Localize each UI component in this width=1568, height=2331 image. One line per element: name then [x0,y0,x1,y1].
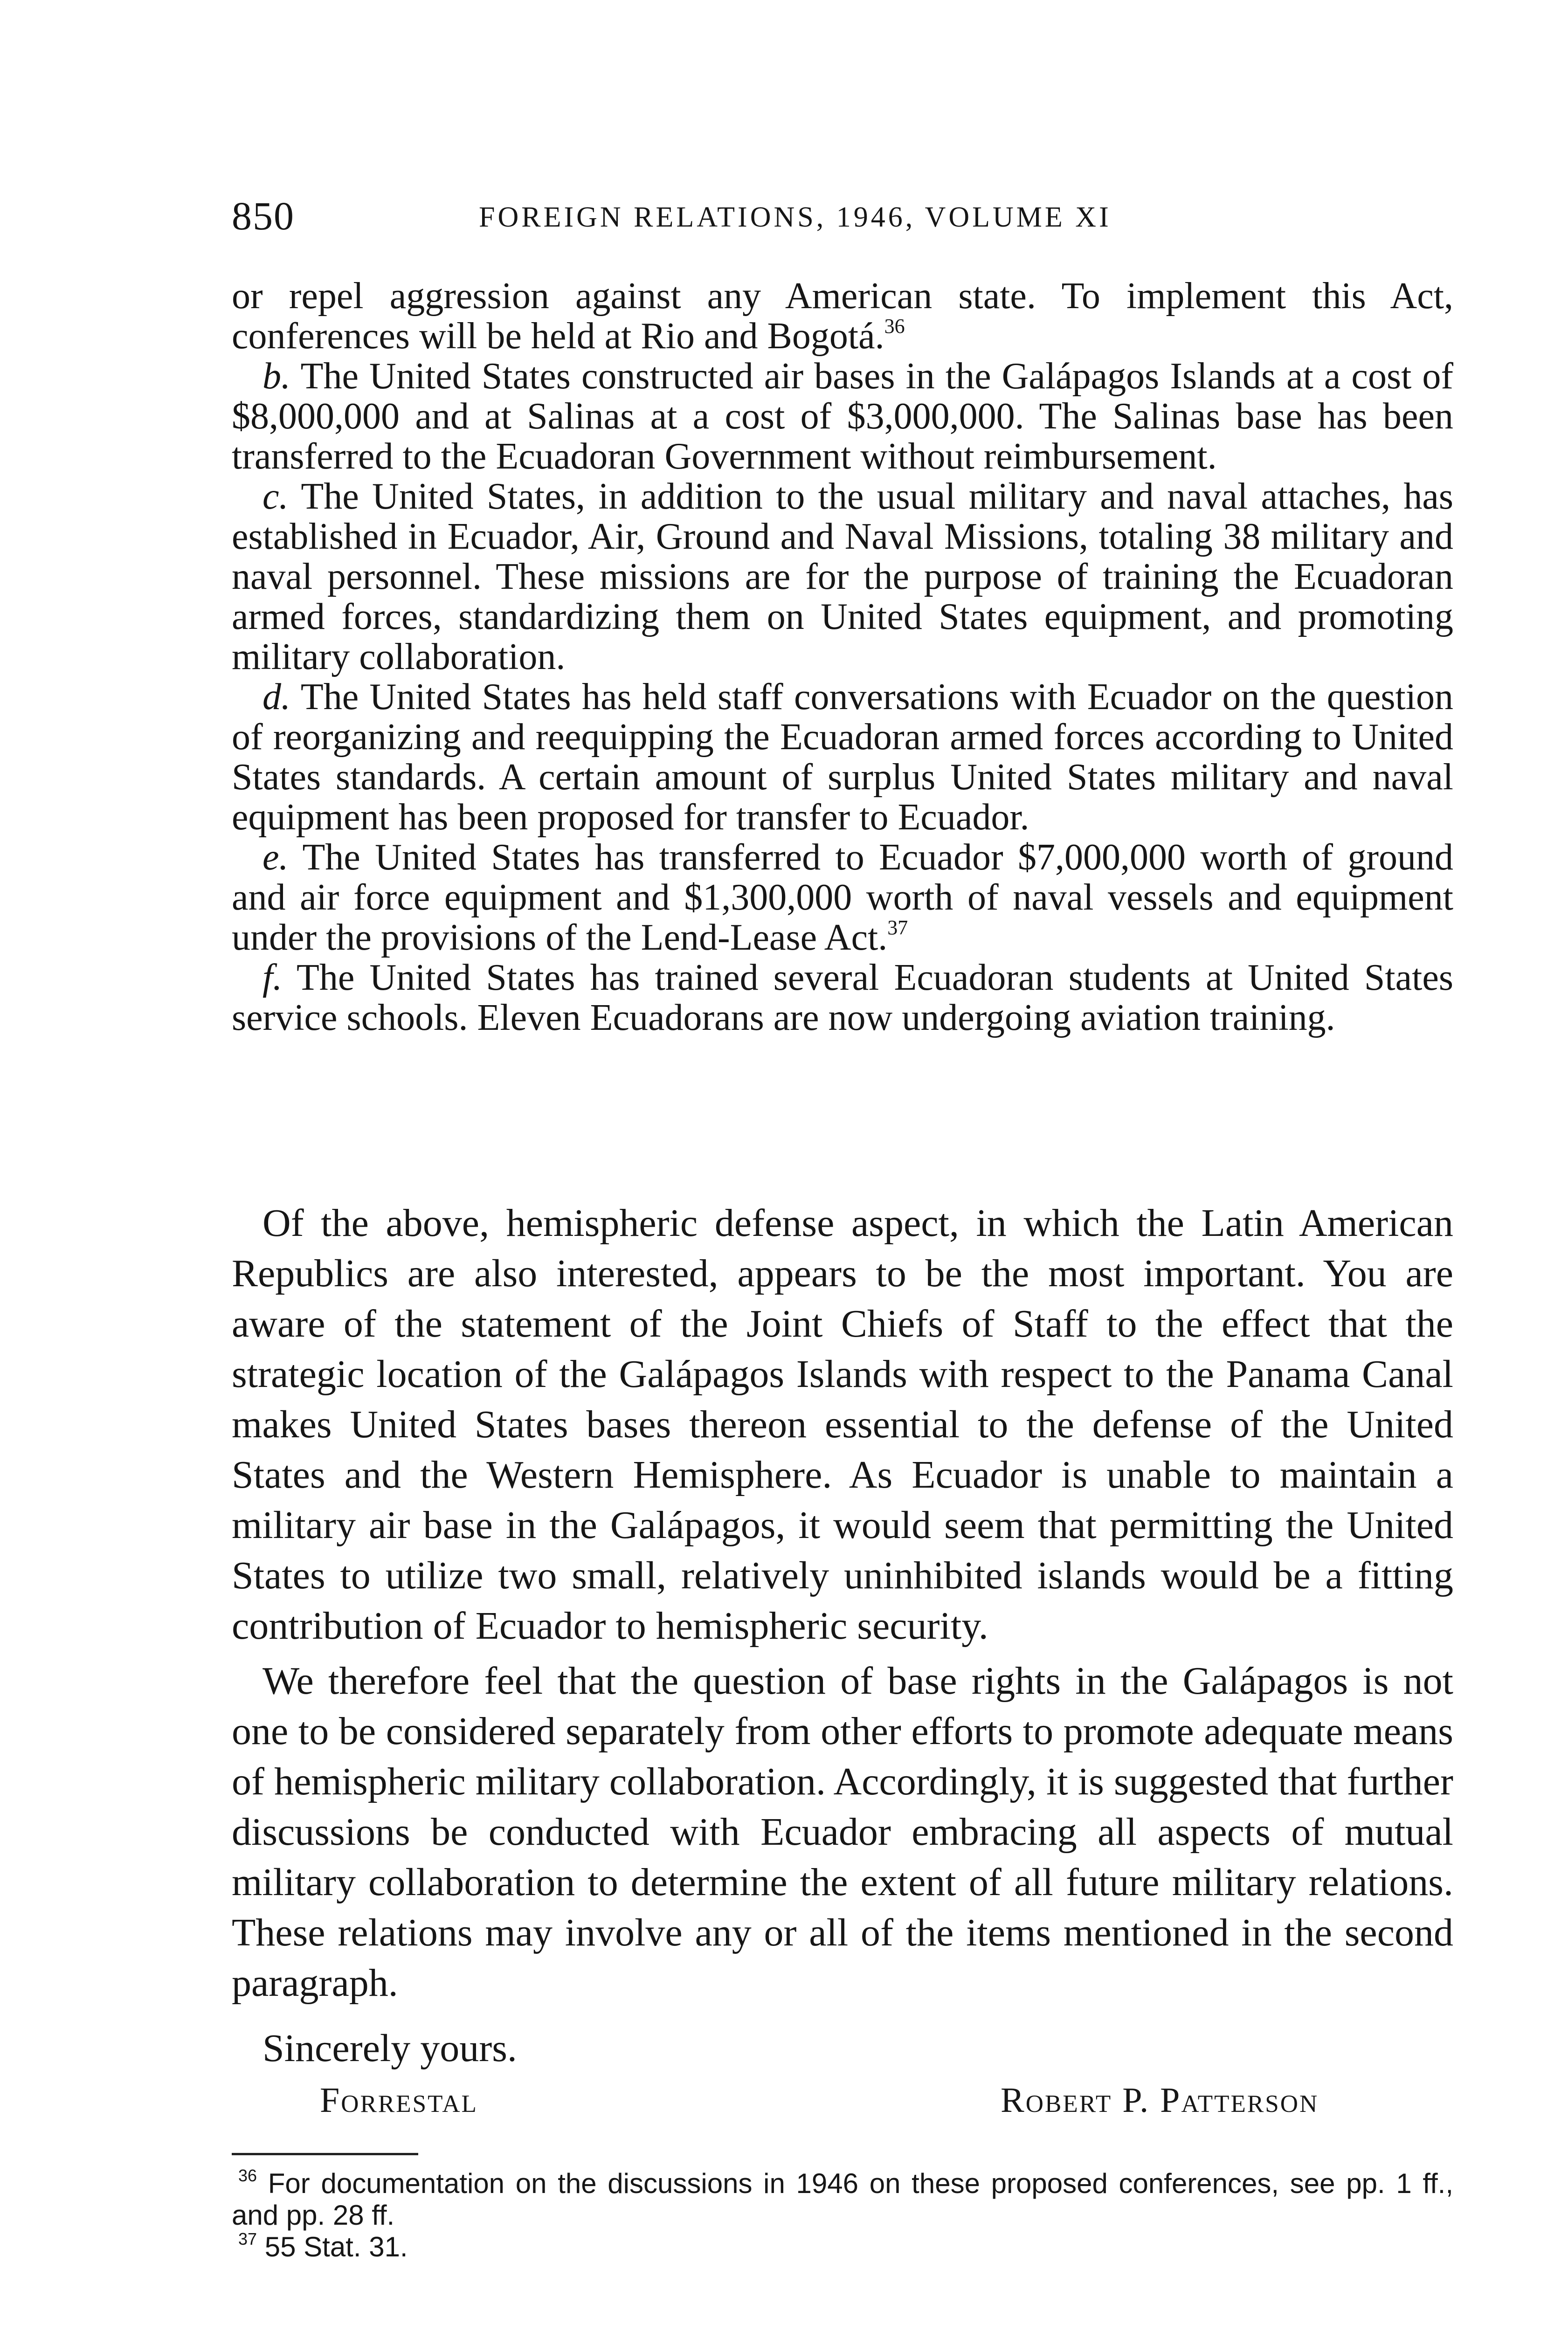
footnote-marker: 36 [238,2165,257,2185]
footnote-ref: 37 [887,916,908,939]
item-text: The United States has held staff conversations with Ecuador on the question of reorganizing and reequipping the Ecuadoran armed forces according to United States standards. A certain amount of surplus United States military and naval equipment has been proposed for transfer to Ecuador. [232,676,1453,838]
item-f [232,958,1453,1038]
item-letter: c. [262,476,289,517]
item-letter: f. [262,957,283,998]
running-title: FOREIGN RELATIONS, 1946, VOLUME XI [479,201,1112,233]
footnote [232,2165,1453,2231]
signature-left: Forrestal [320,2081,478,2120]
body-paragraph: We therefore feel that the question of base rights in the Galápagos is not one to be considered separately from other efforts to promote adequate means of hemispheric military collaboration. Accordingly, it is suggested that further discussions be conducted with Ecuador embracing all aspects of mutual military collaboration to determine the extent of all future military relations. These relations may involve any or all of the items mentioned in the second paragraph. [232,1659,1453,2005]
item-letter: e. [262,837,289,878]
item-b [232,356,1453,476]
page-number: 850 [232,193,295,238]
footnote-ref: 36 [884,315,905,338]
salutation: Sincerely yours. [262,2027,517,2070]
item-text: The United States constructed air bases in the Galápagos Islands at a cost of $8,000,000 and at Salinas at a cost of $3,000,000. The Salinas base has been transferred to the Ecuadoran Government without reimbursement. [232,356,1453,477]
item-e [232,837,1453,958]
item-text: The United States has trained several Ecuadoran students at United States service schools. Eleven Ecuadorans are now undergoing aviation training. [232,957,1453,1038]
footnote-text: For documentation on the discussions in 1946 on these proposed conferences, see pp. 1 ff., and pp. 28 ff. [232,2168,1453,2231]
continuation-paragraph [232,276,1453,356]
item-c [232,476,1453,677]
item-text: The United States, in addition to the usual military and naval attaches, has established in Ecuador, Air, Ground and Naval Missions, totaling 38 military and naval personnel. These missions are for the purpose of training the Ecuadoran armed forces, standardizing them on United States equipment, and promoting military collaboration. [232,476,1454,677]
item-text: The United States has transferred to Ecuador $7,000,000 worth of ground and air force equipment and $1,300,000 worth of naval vessels and equipment under the provisions of the Lend-Lease Act. [232,837,1453,958]
letter-body [232,1198,1453,2008]
footnote [232,2231,1453,2263]
footnote-marker: 37 [238,2229,257,2248]
item-letter: b. [262,356,290,397]
footnotes [232,2165,1453,2263]
continuation-text: or repel aggression against any American state. To implement this Act, conferences will be held at Rio and Bogotá. [232,276,1453,357]
body-paragraph: Of the above, hemispheric defense aspect, in which the Latin American Republics are also interested, appears to be the most important. You are aware of the statement of the Joint Chiefs of Staff to the effect that the strategic location of the Galápagos Islands with respect to the Panama Canal makes United States bases thereon essential to the defense of the United States and the Western Hemisphere. As Ecuador is unable to maintain a military air base in the Galápagos, it would seem that permitting the United States to utilize two small, relatively uninhibited islands would be a fitting contribution of Ecuador to hemispheric security. [232,1201,1453,1648]
signature-right: Robert P. Patterson [1001,2081,1319,2120]
item-d [232,677,1453,837]
footnote-divider [232,2153,418,2155]
running-head [232,190,1453,241]
enumerated-items-block [232,276,1453,1038]
footnote-text: 55 Stat. 31. [264,2231,408,2262]
item-letter: d. [262,676,290,717]
